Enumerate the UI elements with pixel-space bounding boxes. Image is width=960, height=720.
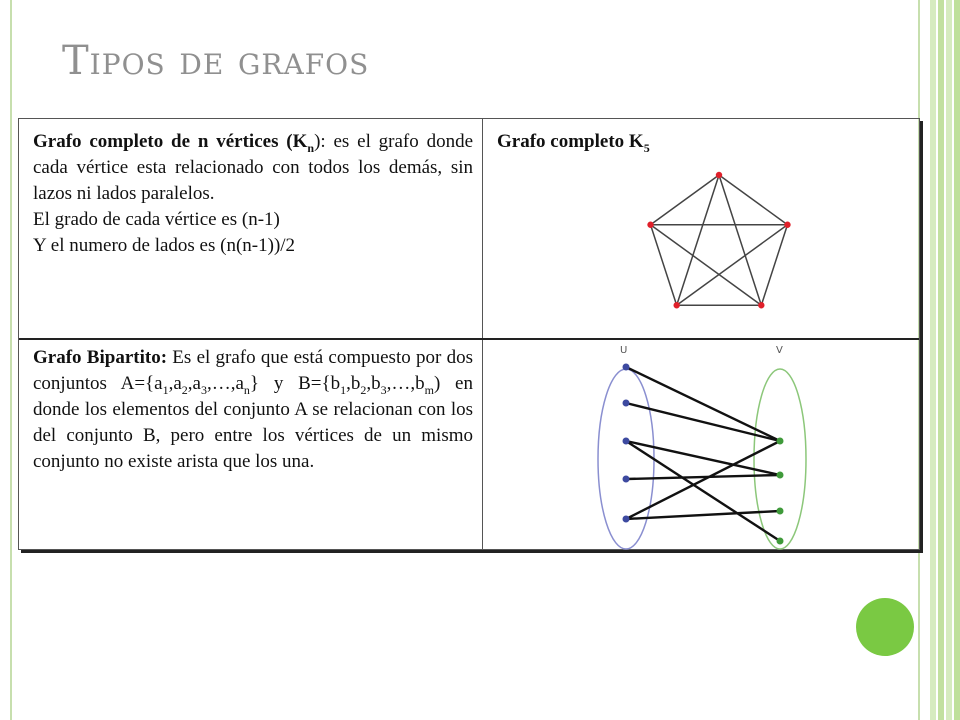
k5-vertex <box>647 222 653 228</box>
decor-stripe <box>954 0 960 720</box>
edges-line: Y el numero de lados es (n(n-1))/2 <box>33 235 296 256</box>
k5-edge <box>677 175 719 305</box>
k5-edge <box>677 225 788 305</box>
content-table <box>18 118 920 550</box>
k5-edge <box>651 225 677 305</box>
complete-graph-definition <box>33 129 473 259</box>
v-vertex <box>777 538 784 545</box>
complete-graph-paragraph: Grafo completo de n vértices $(K_n)$: es el grafo donde cada vértice esta relacionado con todos los demás, sin lazos ni lados paralelos. <box>33 131 474 204</box>
decor-stripe <box>946 0 952 720</box>
k5-edge <box>651 175 719 225</box>
decor-green-circle <box>856 598 914 656</box>
bipartite-paragraph: Grafo Bipartito: Es el grafo que está compuesto por dos conjuntos $A=\{a_1,a_2,a_3,\dots,a_n\}$ y $B=\{b_1,b_2,b_3,\dots,b_m)$ en donde los elementos del conjunto A se relacionan con los del conjunto B, pero entre los vértices de un mismo conjunto no existe arista que los una. <box>33 347 473 472</box>
v-vertex <box>777 508 784 515</box>
k5-edge <box>761 225 787 305</box>
u-vertex <box>623 476 630 483</box>
decor-stripe <box>930 0 936 720</box>
bipartite-graph <box>594 341 824 551</box>
k5-graph <box>619 167 819 317</box>
u-vertex <box>623 516 630 523</box>
decor-stripe <box>938 0 944 720</box>
v-vertex <box>777 438 784 445</box>
bipartite-term: Grafo Bipartito: <box>33 347 168 368</box>
u-vertex <box>623 438 630 445</box>
set-u-label: U <box>620 345 628 356</box>
k5-vertex <box>716 172 722 178</box>
bipartite-edge <box>626 441 780 541</box>
bipartite-edge <box>626 367 780 441</box>
k5-vertex <box>673 302 679 308</box>
set-v-ellipse <box>754 369 806 549</box>
frame-left-line <box>10 0 12 720</box>
bipartite-edge <box>626 475 780 479</box>
u-vertex <box>623 400 630 407</box>
k5-vertex <box>758 302 764 308</box>
slide-title: Tipos de grafos <box>62 38 370 84</box>
column-divider <box>482 119 483 549</box>
set-v-label: V <box>776 345 783 356</box>
k5-edge <box>651 225 762 305</box>
degree-line: El grado de cada vértice es (n-1) <box>33 209 280 230</box>
k5-heading: Grafo completo $K_5$ <box>497 131 650 155</box>
k5-edge <box>719 175 787 225</box>
k5-edge <box>719 175 761 305</box>
bipartite-definition <box>33 345 473 475</box>
row-divider <box>19 338 919 340</box>
u-vertex <box>623 364 630 371</box>
bipartite-edge <box>626 441 780 475</box>
bipartite-edge <box>626 441 780 519</box>
k5-vertex <box>784 222 790 228</box>
v-vertex <box>777 472 784 479</box>
complete-graph-term: Grafo completo de n vértices ($K_n$ <box>33 131 315 155</box>
